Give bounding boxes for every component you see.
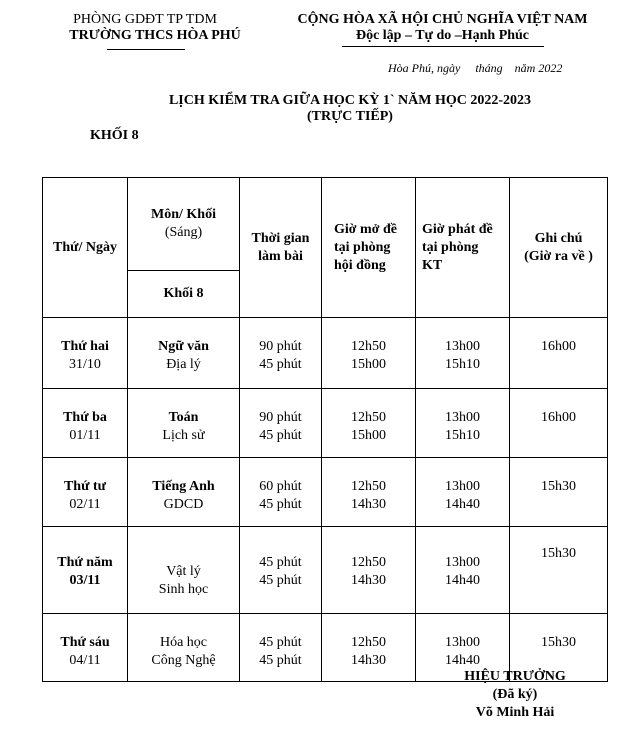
grade-label: KHỐI 8 [90, 128, 139, 143]
day-name: Thứ năm [57, 555, 113, 570]
open-time-cell [322, 458, 416, 527]
day-date: 01/11 [69, 428, 101, 443]
dist-time-1: 13h00 [445, 555, 480, 570]
open-time-1: 12h50 [351, 635, 386, 650]
open-time-1: 12h50 [351, 479, 386, 494]
exam-schedule-table [42, 177, 608, 682]
open-time-2: 14h30 [351, 573, 386, 588]
subject-cell [128, 527, 240, 614]
day-cell [43, 614, 128, 682]
dist-time-1: 13h00 [445, 479, 480, 494]
dist-time-1: 13h00 [445, 339, 480, 354]
school-underline [107, 49, 185, 50]
day-cell [43, 458, 128, 527]
dist-time-2: 14h40 [445, 497, 480, 512]
duration-2: 45 phút [259, 497, 302, 512]
header-note [510, 178, 608, 318]
duration-1: 90 phút [259, 410, 302, 425]
subject-cell [128, 318, 240, 389]
motto-underline [342, 46, 544, 47]
subject-1: Hóa học [159, 635, 208, 650]
dist-time-2: 15h10 [445, 357, 480, 372]
header-day: Thứ/ Ngày [43, 178, 128, 318]
subject-cell [128, 458, 240, 527]
day-cell [43, 318, 128, 389]
header-subject-label: Môn/ Khối [151, 207, 216, 222]
subject-1: Tiếng Anh [152, 479, 215, 494]
duration-cell [240, 527, 322, 614]
header-open-time [322, 178, 416, 318]
dist-time-2: 14h40 [445, 573, 480, 588]
subject-2: Sinh học [158, 582, 209, 597]
open-time-1: 12h50 [351, 410, 386, 425]
note-cell [510, 318, 608, 389]
note-cell [510, 389, 608, 458]
header-subject [128, 178, 240, 271]
date-line: Hòa Phú, ngày tháng năm 2022 [388, 61, 563, 75]
subject-2: Địa lý [166, 357, 201, 372]
table-row [43, 318, 608, 389]
day-cell [43, 527, 128, 614]
school-name: TRƯỜNG THCS HÒA PHÚ [69, 28, 241, 43]
subject-1: Vật lý [166, 564, 201, 579]
header-dist-line1: Giờ phát đề [422, 221, 493, 237]
header-duration [240, 178, 322, 318]
open-time-cell [322, 614, 416, 682]
duration-1: 90 phút [259, 339, 302, 354]
header-note-line2: (Giờ ra về ) [524, 248, 593, 264]
open-time-2: 15h00 [351, 428, 386, 443]
note-time: 15h30 [541, 546, 576, 561]
note-time: 16h00 [541, 339, 576, 354]
day-name: Thứ tư [63, 479, 107, 494]
duration-1: 45 phút [259, 555, 302, 570]
dist-time-1: 13h00 [445, 410, 480, 425]
open-time-2: 15h00 [351, 357, 386, 372]
header-subject-grade: Khối 8 [128, 271, 240, 318]
nation-motto: Độc lập – Tự do –Hạnh Phúc [355, 28, 530, 43]
header-dist-line2: tại phòng [422, 239, 479, 255]
header-dist-time [416, 178, 510, 318]
duration-2: 45 phút [259, 428, 302, 443]
dist-time-cell [416, 458, 510, 527]
day-date: 03/11 [69, 573, 101, 588]
day-name: Thứ hai [61, 339, 109, 354]
signature-name: Võ Minh Hải [475, 705, 555, 720]
open-time-2: 14h30 [351, 653, 386, 668]
signature-title: HIỆU TRƯỞNG [464, 669, 566, 684]
subject-cell [128, 614, 240, 682]
header-open-line3: hội đồng [334, 257, 386, 273]
header-duration-line1: Thời gian [251, 230, 310, 246]
duration-cell [240, 318, 322, 389]
note-time: 15h30 [541, 479, 576, 494]
subject-2: Công Nghệ [151, 653, 216, 668]
duration-1: 60 phút [259, 479, 302, 494]
open-time-1: 12h50 [351, 339, 386, 354]
duration-2: 45 phút [259, 357, 302, 372]
day-date: 31/10 [69, 357, 101, 372]
duration-2: 45 phút [259, 653, 302, 668]
note-time: 15h30 [541, 635, 576, 650]
duration-cell [240, 614, 322, 682]
signature-status: (Đã ký) [492, 687, 538, 702]
subject-2: Lịch sử [162, 428, 205, 443]
open-time-cell [322, 389, 416, 458]
open-time-2: 14h30 [351, 497, 386, 512]
dist-time-2: 15h10 [445, 428, 480, 443]
dist-time-cell [416, 527, 510, 614]
open-time-cell [322, 318, 416, 389]
table-row [43, 527, 608, 614]
header-duration-line2: làm bài [258, 248, 303, 264]
dist-time-2: 14h40 [445, 653, 480, 668]
subject-2: GDCD [163, 497, 204, 512]
dist-time-1: 13h00 [445, 635, 480, 650]
header-note-line1: Ghi chú [534, 230, 583, 246]
day-date: 04/11 [69, 653, 101, 668]
subject-cell [128, 389, 240, 458]
header-subject-session: (Sáng) [164, 225, 203, 240]
page-subtitle: (TRỰC TIẾP) [307, 109, 393, 124]
duration-2: 45 phút [259, 573, 302, 588]
header-dist-line3: KT [422, 257, 443, 273]
header-open-line1: Giờ mở đề [334, 221, 397, 237]
subject-1: Toán [168, 410, 199, 425]
duration-cell [240, 389, 322, 458]
table-row [43, 389, 608, 458]
dist-time-cell [416, 318, 510, 389]
nation-title: CỘNG HÒA XÃ HỘI CHỦ NGHĨA VIỆT NAM [297, 12, 588, 27]
header-open-line2: tại phòng [334, 239, 391, 255]
day-name: Thứ sáu [60, 635, 110, 650]
page-title: LỊCH KIỂM TRA GIỮA HỌC KỲ 1` NĂM HỌC 2022-2023 [168, 93, 532, 108]
day-cell [43, 389, 128, 458]
duration-1: 45 phút [259, 635, 302, 650]
dist-time-cell [416, 389, 510, 458]
day-date: 02/11 [69, 497, 101, 512]
note-cell [510, 458, 608, 527]
note-cell [510, 527, 608, 614]
subject-1: Ngữ văn [158, 339, 209, 354]
note-time: 16h00 [541, 410, 576, 425]
open-time-1: 12h50 [351, 555, 386, 570]
duration-cell [240, 458, 322, 527]
open-time-cell [322, 527, 416, 614]
department-name: PHÒNG GDĐT TP TDM [73, 12, 217, 27]
day-name: Thứ ba [63, 410, 107, 425]
table-row [43, 458, 608, 527]
table-header-row [43, 178, 608, 271]
